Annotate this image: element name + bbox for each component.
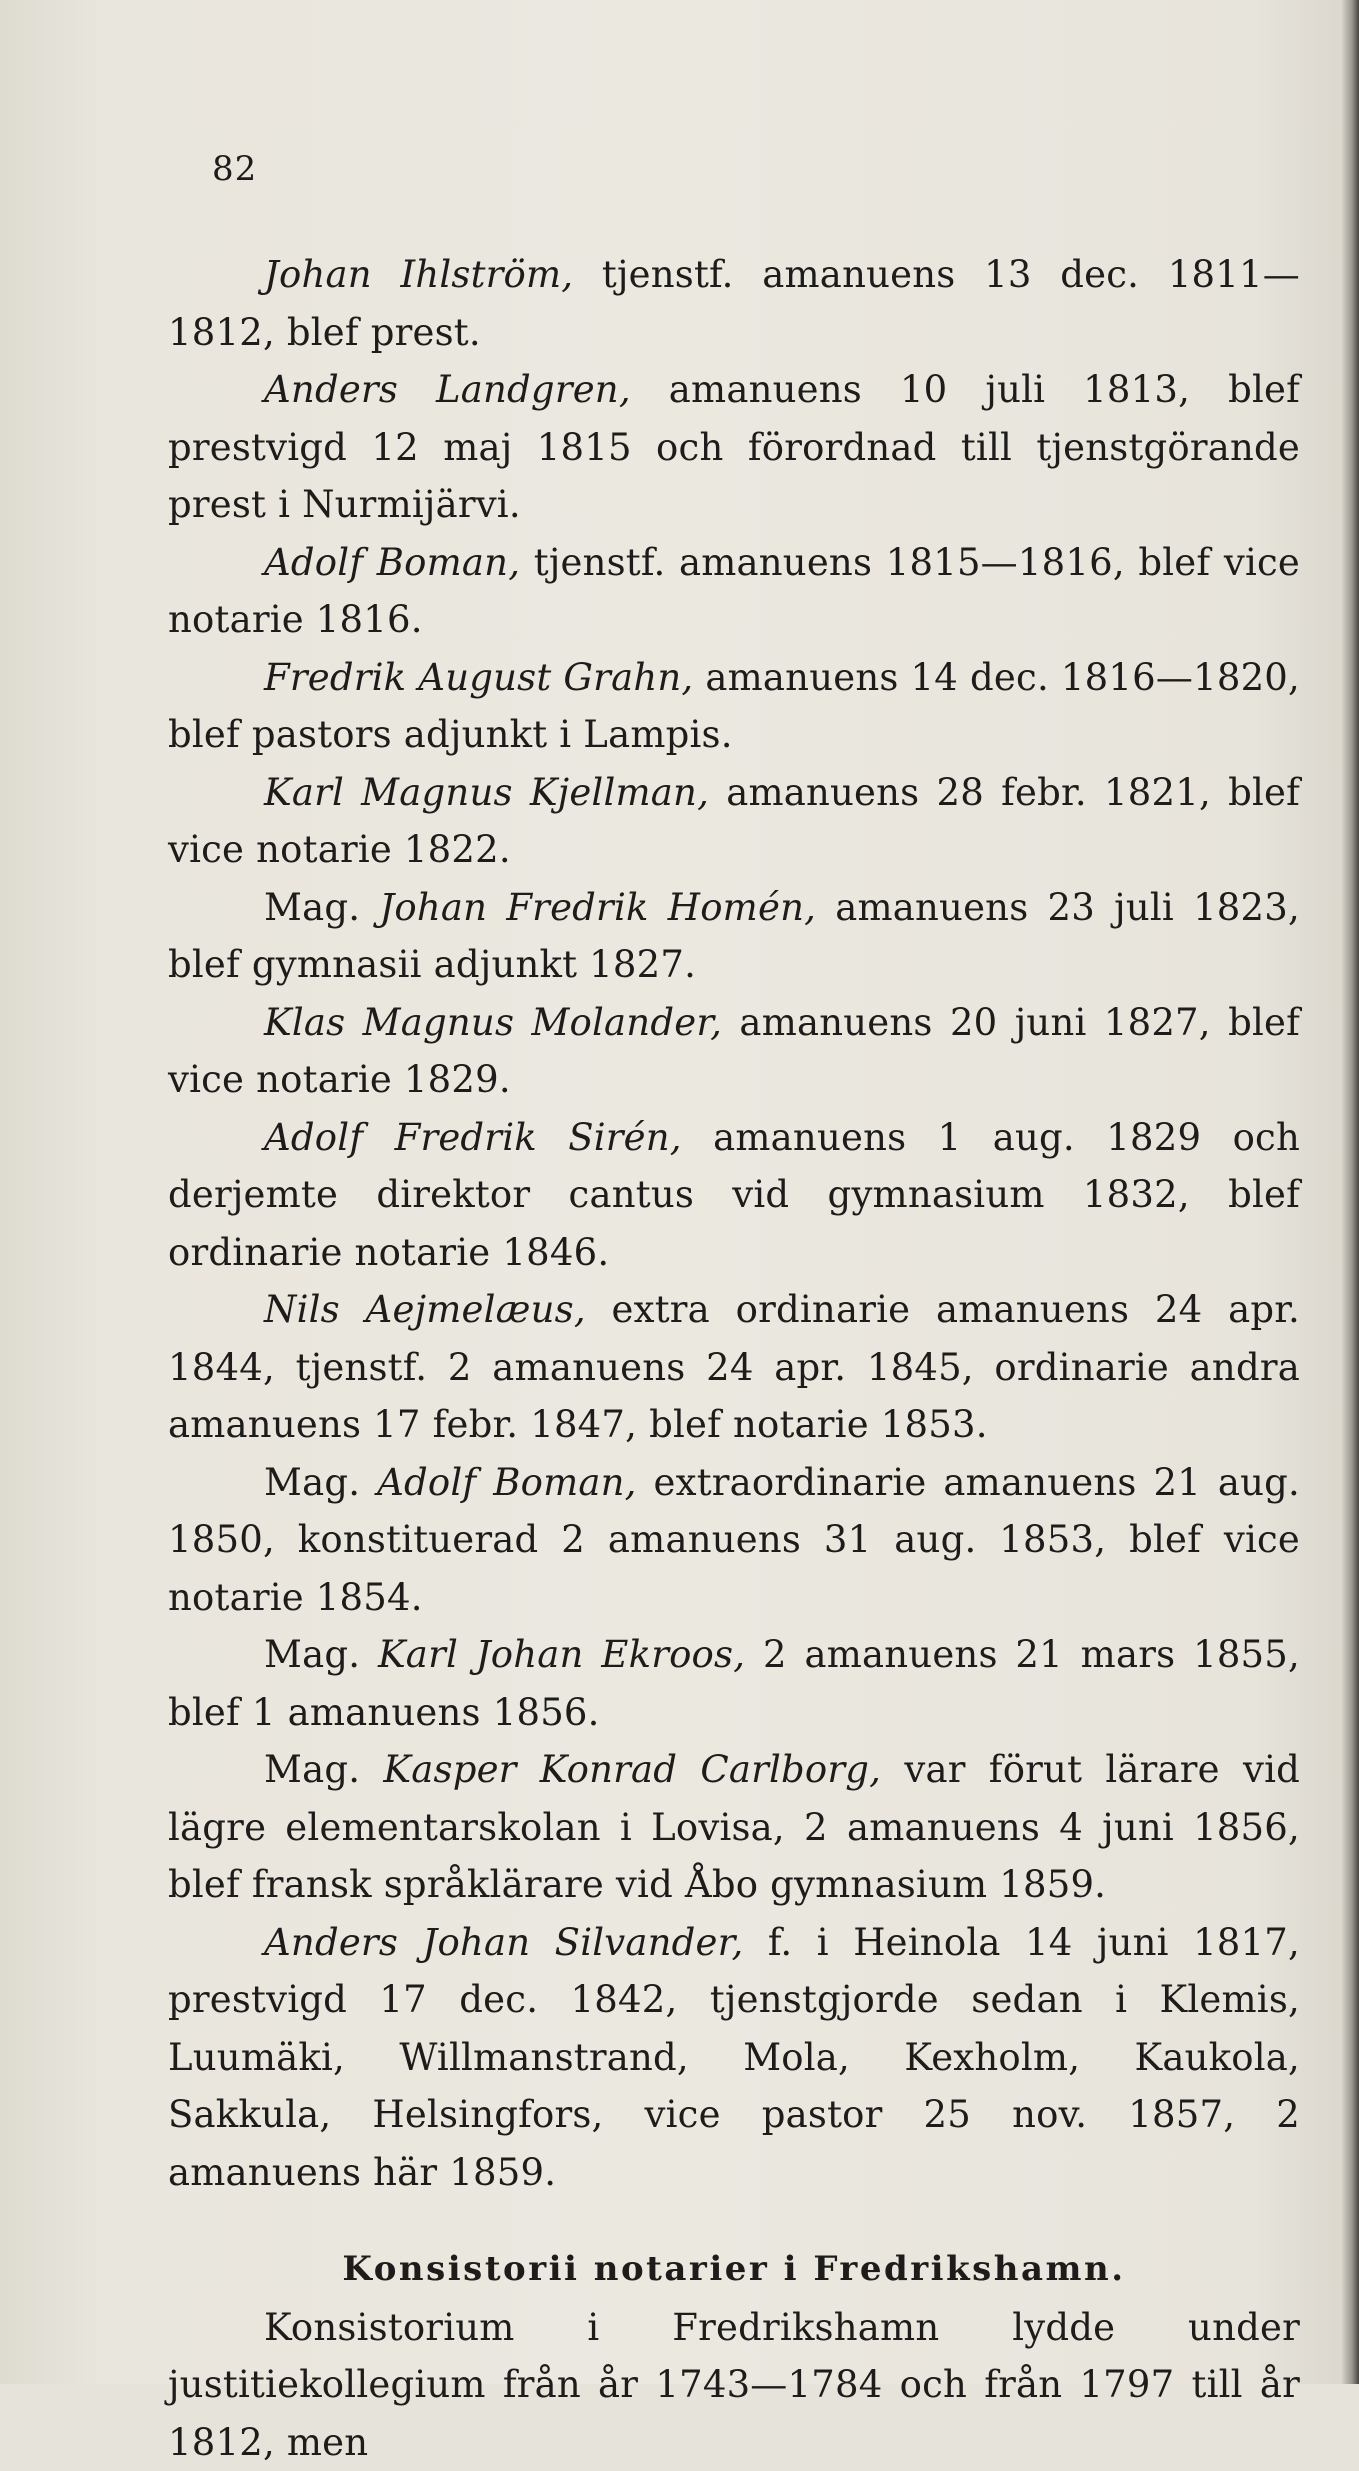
entry-text: amanuens 28 febr. 1821, blef vice notarie 1822. bbox=[168, 771, 1300, 872]
entry-text: 2 amanuens 21 mars 1855, blef 1 amanuens 1856. bbox=[168, 1633, 1300, 1734]
entry bbox=[168, 361, 1300, 534]
entry bbox=[168, 1626, 1300, 1741]
entry-name: Karl Johan Ekroos, bbox=[378, 1633, 745, 1676]
entry bbox=[168, 246, 1300, 361]
entry-name: Adolf Boman, bbox=[264, 541, 520, 584]
entry-name: Johan Fredrik Homén, bbox=[379, 886, 816, 929]
entry-prefix: Mag. bbox=[264, 886, 379, 929]
entry bbox=[168, 1109, 1300, 1282]
entry-prefix: Mag. bbox=[264, 1461, 377, 1504]
entry bbox=[168, 994, 1300, 1109]
entry-name: Karl Magnus Kjellman, bbox=[264, 771, 709, 814]
entry bbox=[168, 1914, 1300, 2202]
entry-text: amanuens 10 juli 1813, blef prestvigd 12 maj 1815 och förordnad till tjenstgörande prest i Nurmijärvi. bbox=[168, 368, 1300, 526]
entry bbox=[168, 879, 1300, 994]
entry bbox=[168, 534, 1300, 649]
entry-name: Nils Aejmelæus, bbox=[264, 1288, 586, 1331]
entry-text: f. i Heinola 14 juni 1817, prestvigd 17 dec. 1842, tjenstgjorde sedan i Klemis, Luumäki, Willmanstrand, Mola, Kexholm, Kaukola, Sakkula, Helsingfors, vice pastor 25 nov. 1857, 2 amanuens här 1859. bbox=[168, 1921, 1300, 2194]
entry-name: Fredrik August Grahn, bbox=[264, 656, 693, 699]
page-edge-shadow bbox=[1341, 0, 1359, 2384]
entry bbox=[168, 1454, 1300, 1627]
entry-text: var förut lärare vid lägre elementarskolan i Lovisa, 2 amanuens 4 juni 1856, blef fransk språklärare vid Åbo gymnasium 1859. bbox=[168, 1748, 1300, 1906]
entry-text: amanuens 1 aug. 1829 och derjemte direktor cantus vid gymnasium 1832, blef ordinarie notarie 1846. bbox=[168, 1116, 1300, 1274]
entry-name: Anders Landgren, bbox=[264, 368, 631, 411]
entry-text: tjenstf. amanuens 1815—1816, blef vice notarie 1816. bbox=[168, 541, 1300, 642]
entry-name: Adolf Fredrik Sirén, bbox=[264, 1116, 682, 1159]
entry bbox=[168, 764, 1300, 879]
section-paragraph: Konsistorium i Fredrikshamn lydde under justitiekollegium från år 1743—1784 och från 1797 till år 1812, men bbox=[168, 2299, 1300, 2471]
entry bbox=[168, 1741, 1300, 1914]
entry-name: Johan Ihlström, bbox=[264, 253, 573, 296]
entry-prefix: Mag. bbox=[264, 1633, 378, 1676]
page-number: 82 bbox=[212, 152, 257, 186]
entry-name: Anders Johan Silvander, bbox=[264, 1921, 743, 1964]
body-text bbox=[168, 246, 1300, 2471]
entry-text: amanuens 14 dec. 1816—1820, blef pastors adjunkt i Lampis. bbox=[168, 656, 1300, 757]
entry bbox=[168, 1281, 1300, 1454]
entry-name: Kasper Konrad Carlborg, bbox=[383, 1748, 881, 1791]
entry-prefix: Mag. bbox=[264, 1748, 383, 1791]
entry-text: amanuens 23 juli 1823, blef gymnasii adjunkt 1827. bbox=[168, 886, 1300, 987]
entry-text: extraordinarie amanuens 21 aug. 1850, konstituerad 2 amanuens 31 aug. 1853, blef vice notarie 1854. bbox=[168, 1461, 1300, 1619]
entry-name: Klas Magnus Molander, bbox=[264, 1001, 722, 1044]
entry-text: amanuens 20 juni 1827, blef vice notarie 1829. bbox=[168, 1001, 1300, 1102]
entry bbox=[168, 649, 1300, 764]
section-heading: Konsistorii notarier i Fredrikshamn. bbox=[168, 2241, 1300, 2299]
entry-text: extra ordinarie amanuens 24 apr. 1844, tjenstf. 2 amanuens 24 apr. 1845, ordinarie andra amanuens 17 febr. 1847, blef notarie 1853. bbox=[168, 1288, 1300, 1446]
entry-text: tjenstf. amanuens 13 dec. 1811—1812, blef prest. bbox=[168, 253, 1300, 354]
entry-name: Adolf Boman, bbox=[377, 1461, 637, 1504]
